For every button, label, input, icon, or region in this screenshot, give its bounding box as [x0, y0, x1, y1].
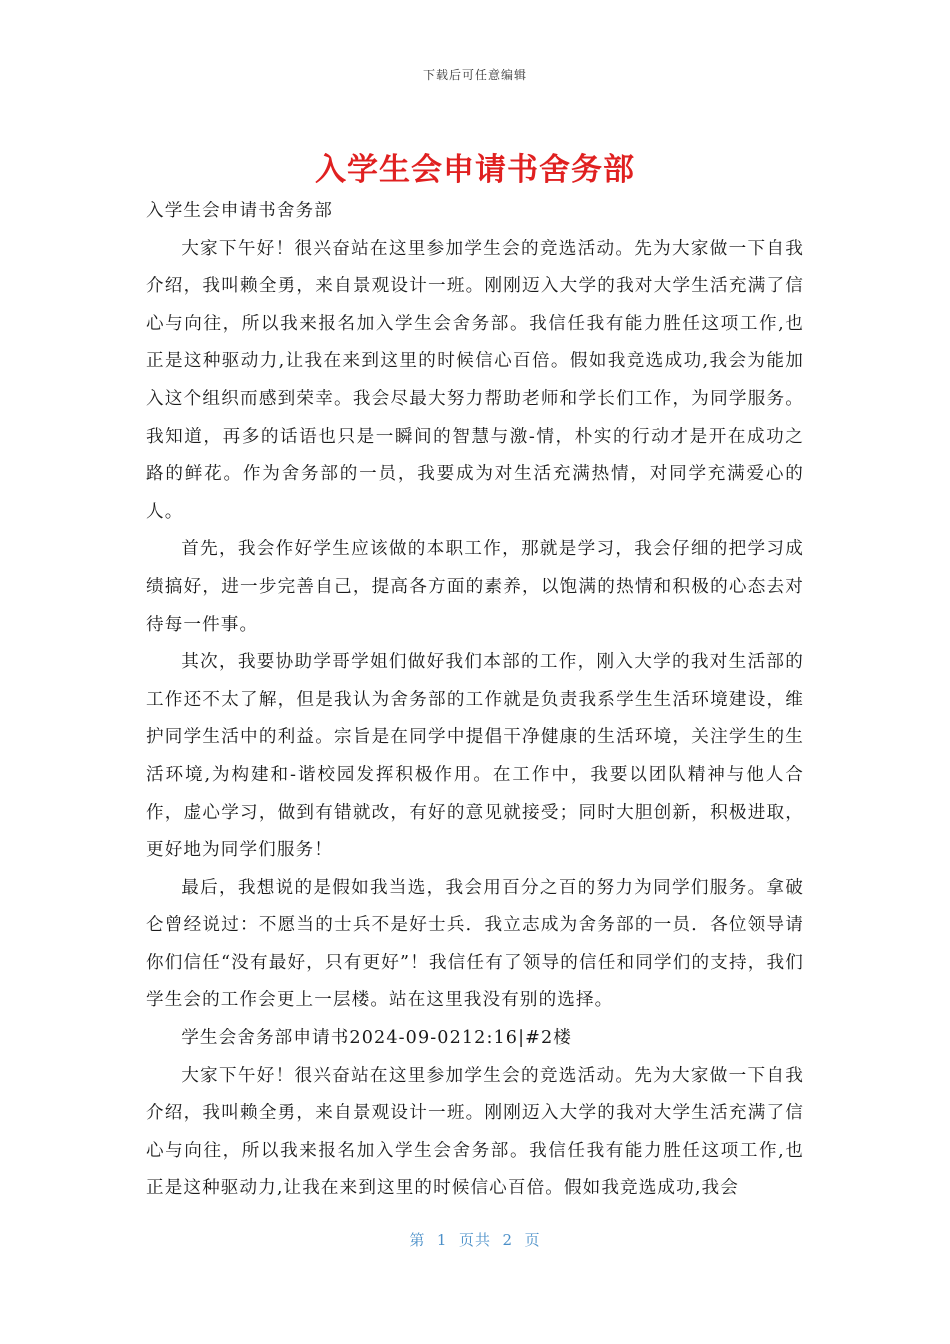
body-heading-line: 入学生会申请书舍务部 — [146, 201, 333, 221]
document-body — [146, 193, 804, 1208]
section-subheading: 学生会舍务部申请书2024-09-0212:16|#2楼 — [181, 1028, 572, 1049]
document-title: 入学生会申请书舍务部 — [315, 152, 635, 188]
paragraph-second: 其次，我要协助学哥学姐们做好我们本部的工作，刚入大学的我对生活部的工作还不太了解，但是我认为舍务部的工作就是负责我系学生生活环境建设，维护同学生活中的利益。宗旨是在同学中提倡干净健康的生活环境，关注学生的生活环境,为构建和-谐校园发挥积极作用。在工作中，我要以团队精神与他人合作，虚心学习，做到有错就改，有好的意见就接受；同时大胆创新，积极进取，更好地为同学们服务！ — [146, 652, 804, 861]
page-number-footer: 第 1 页共 2 页 — [409, 1231, 541, 1249]
paragraph-intro: 大家下午好！很兴奋站在这里参加学生会的竞选活动。先为大家做一下自我介绍，我叫赖全勇，来自景观设计一班。刚刚迈入大学的我对大学生活充满了信心与向往，所以我来报名加入学生会舍务部。我信任我有能力胜任这项工作,也正是这种驱动力,让我在来到这里的时候信心百倍。假如我竞选成功,我会为能加入这个组织而感到荣幸。我会尽最大努力帮助老师和学长们工作，为同学服务。我知道，再多的话语也只是一瞬间的智慧与激-情，朴实的行动才是开在成功之路的鲜花。作为舍务部的一员，我要成为对生活充满热情，对同学充满爱心的人。 — [146, 238, 804, 522]
header-note: 下载后可任意编辑 — [422, 68, 527, 82]
paragraph-first: 首先，我会作好学生应该做的本职工作，那就是学习，我会仔细的把学习成绩搞好，进一步完善自己，提高各方面的素养，以饱满的热情和积极的心态去对待每一件事。 — [146, 539, 804, 635]
paragraph-repeat: 大家下午好！很兴奋站在这里参加学生会的竞选活动。先为大家做一下自我介绍，我叫赖全勇，来自景观设计一班。刚刚迈入大学的我对大学生活充满了信心与向往，所以我来报名加入学生会舍务部。我信任我有能力胜任这项工作,也正是这种驱动力,让我在来到这里的时候信心百倍。假如我竞选成功,我会 — [146, 1065, 804, 1199]
paragraph-last: 最后，我想说的是假如我当选，我会用百分之百的努力为同学们服务。拿破仑曾经说过：不愿当的士兵不是好士兵．我立志成为舍务部的一员．各位领导请你们信任“没有最好，只有更好”！我信任有了领导的信任和同学们的支持，我们学生会的工作会更上一层楼。站在这里我没有别的选择。 — [146, 877, 804, 1011]
